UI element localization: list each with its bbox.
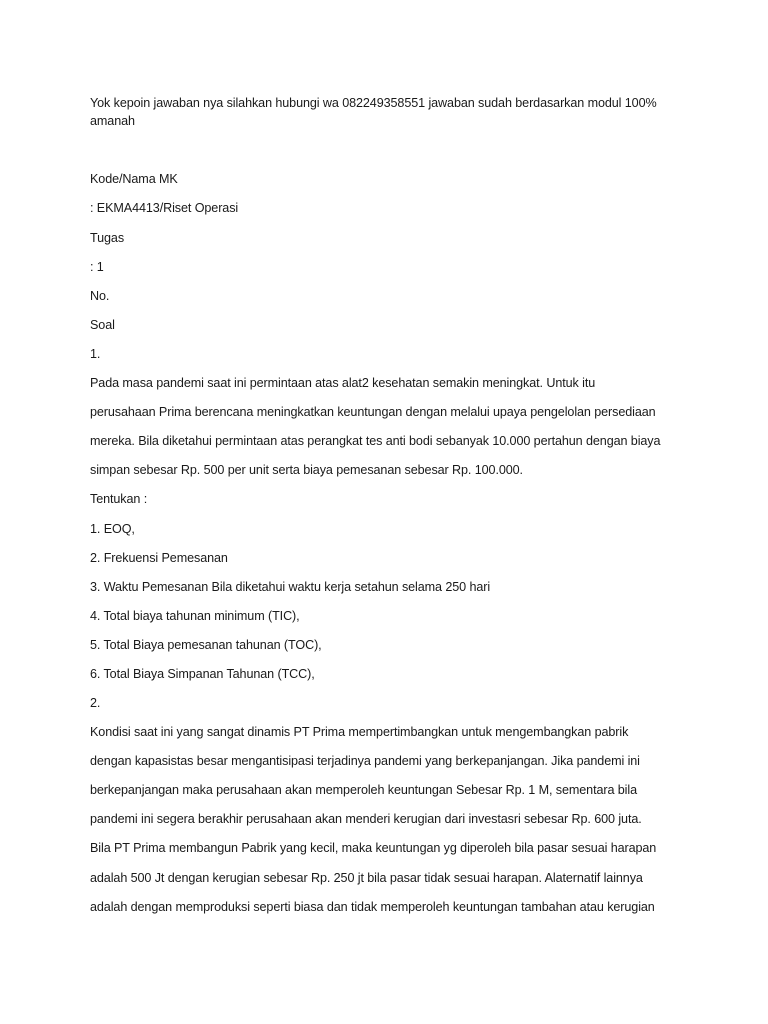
task-item: 5. Total Biaya pemesanan tahunan (TOC), (90, 638, 322, 652)
tugas-label: Tugas (90, 231, 125, 245)
kode-label: Kode/Nama MK (90, 172, 178, 186)
question-1-line: perusahaan Prima berencana meningkatkan keuntungan dengan melalui upaya pengelolan persediaan (90, 405, 656, 419)
task-item: 2. Frekuensi Pemesanan (90, 551, 228, 565)
question-2-line: adalah 500 Jt dengan kerugian sebesar Rp. 250 jt bila pasar tidak sesuai harapan. Alaternatif lainnya (90, 871, 643, 885)
question-2-line: pandemi ini segera berakhir perusahaan akan menderi kerugian dari investasri sebesar Rp. 600 juta. (90, 812, 642, 826)
question-2-line: adalah dengan memproduksi seperti biasa dan tidak memperoleh keuntungan tambahan atau kerugian (90, 900, 655, 914)
kode-value: : EKMA4413/Riset Operasi (90, 201, 239, 215)
question-2-line: Bila PT Prima membangun Pabrik yang kecil, maka keuntungan yg diperoleh bila pasar sesuai harapan (90, 841, 657, 855)
no-label: No. (90, 289, 110, 303)
header-note: Yok kepoin jawaban nya silahkan hubungi wa 082249358551 jawaban sudah berdasarkan modul 100% amanah (90, 96, 657, 128)
task-item: 4. Total biaya tahunan minimum (TIC), (90, 609, 300, 623)
question-2-line: berkepanjangan maka perusahaan akan memperoleh keuntungan Sebesar Rp. 1 M, sementara bila (90, 783, 637, 797)
question-2-number: 2. (90, 696, 101, 710)
soal-label: Soal (90, 318, 115, 332)
question-1-line: mereka. Bila diketahui permintaan atas perangkat tes anti bodi sebanyak 10.000 pertahun dengan biaya (90, 434, 661, 448)
task-item: 6. Total Biaya Simpanan Tahunan (TCC), (90, 667, 315, 681)
question-1-line: simpan sebesar Rp. 500 per unit serta biaya pemesanan sebesar Rp. 100.000. (90, 463, 523, 477)
question-1-number: 1. (90, 347, 101, 361)
task-item: 3. Waktu Pemesanan Bila diketahui waktu kerja setahun selama 250 hari (90, 580, 491, 594)
tugas-value: : 1 (90, 260, 104, 274)
question-2-line: dengan kapasistas besar mengantisipasi terjadinya pandemi yang berkepanjangan. Jika pandemi ini (90, 754, 640, 768)
question-2-line: Kondisi saat ini yang sangat dinamis PT Prima mempertimbangkan untuk mengembangkan pabrik (90, 725, 629, 739)
task-item: 1. EOQ, (90, 522, 135, 536)
question-1-line: Pada masa pandemi saat ini permintaan atas alat2 kesehatan semakin meningkat. Untuk itu (90, 376, 596, 390)
tentukan-label: Tentukan : (90, 492, 148, 506)
